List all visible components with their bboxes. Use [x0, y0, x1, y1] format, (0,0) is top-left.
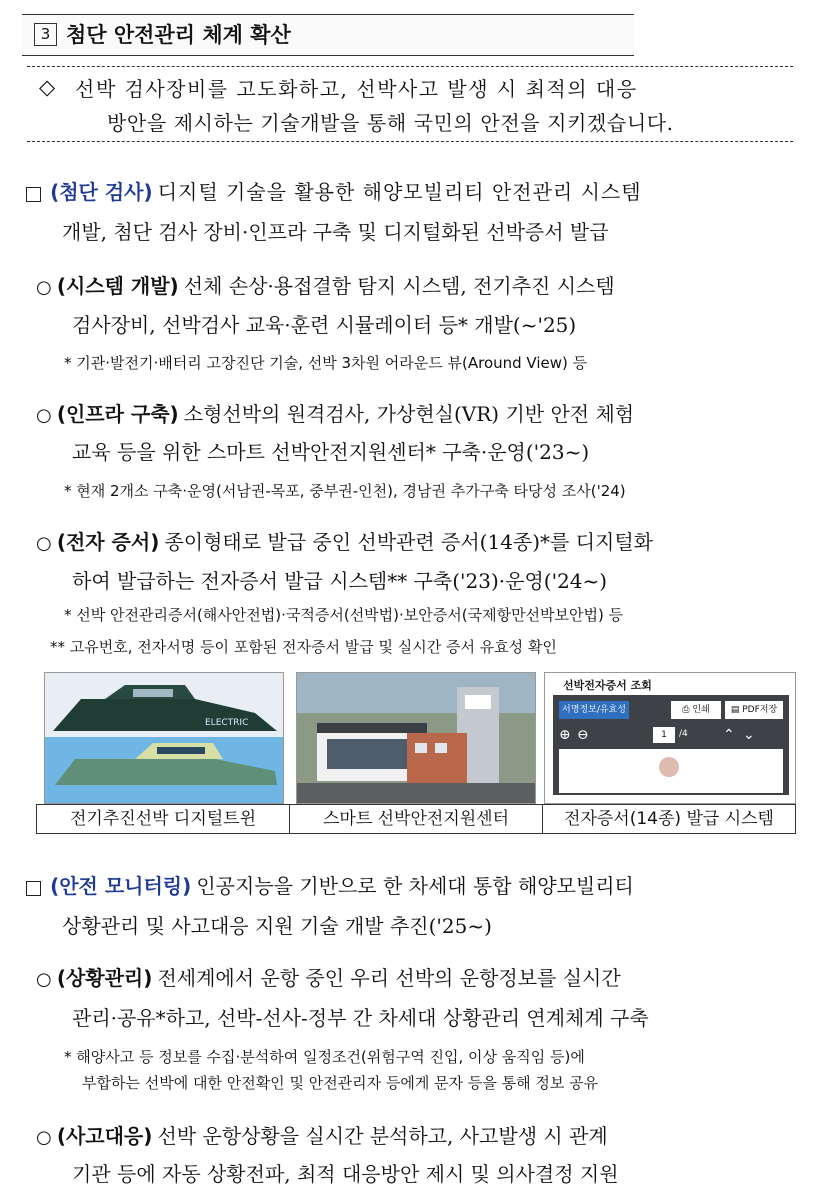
summary-line-1: 선박 검사장비를 고도화하고, 선박사고 발생 시 최적의 대응 — [75, 77, 638, 101]
item-note: * 기관·발전기·배터리 고장진단 기술, 선박 3차원 어라운드 뷰(Around View) 등 — [64, 354, 588, 372]
e-cert-system-image — [544, 672, 796, 804]
square-bullet-icon — [26, 187, 41, 202]
summary-line-2: 방안을 제시하는 기술개발을 통해 국민의 안전을 지키겠습니다. — [107, 111, 674, 135]
block2-line-2: 상황관리 및 사고대응 지원 기술 개발 추진('25~) — [62, 914, 492, 938]
section-number: 3 — [34, 23, 57, 46]
item-head: (시스템 개발) — [56, 274, 179, 298]
item-infra — [36, 398, 634, 427]
zoom-in-icon[interactable]: ⊕ — [559, 727, 571, 743]
tab-signature-validity[interactable]: 서명정보/유효성 — [559, 701, 629, 719]
zoom-out-icon[interactable]: ⊖ — [577, 727, 589, 743]
block1-heading: (첨단 검사) — [50, 180, 153, 204]
block1-heading-row — [26, 176, 642, 205]
item-note: ** 고유번호, 전자서명 등이 포함된 전자증서 발급 및 실시간 증서 유효성 확인 — [50, 638, 557, 656]
item-line-2: 기관 등에 자동 상황전파, 최적 대응방안 제시 및 의사결정 지원 — [72, 1162, 619, 1186]
item-head: (인프라 구축) — [56, 402, 179, 426]
cert-panel-title: 선박전자증서 조회 — [563, 679, 652, 692]
block2-heading-row — [26, 870, 634, 899]
item-note: * 선박 안전관리증서(해사안전법)·국적증서(선박법)·보안증서(국제항만선박보안법) 등 — [64, 606, 624, 624]
pdf-icon: ▤ — [730, 705, 740, 715]
print-button[interactable]: ⎙ 인쇄 — [671, 701, 721, 719]
block1-line-1: 디지털 기술을 활용한 해양모빌리티 안전관리 시스템 — [157, 180, 642, 204]
item-e-cert — [36, 526, 653, 555]
diamond-icon: ◇ — [39, 75, 56, 99]
seal-image — [659, 757, 679, 777]
section-title: 첨단 안전관리 체계 확산 — [66, 23, 291, 47]
item-note: * 해양사고 등 정보를 수집·분석하여 일정조건(위험구역 진입, 이상 움직임 등)에 — [64, 1048, 585, 1066]
cert-document-preview — [559, 749, 783, 793]
safety-center-image — [296, 672, 536, 804]
chevron-down-icon[interactable]: ⌄ — [743, 727, 755, 743]
item-note: 부합하는 선박에 대한 안전확인 및 안전관리자 등에게 문자 등을 통해 정보 공유 — [82, 1074, 599, 1092]
item-head: (전자 증서) — [56, 530, 160, 554]
caption-e-cert-system: 전자증서(14종) 발급 시스템 — [564, 809, 774, 829]
digital-twin-image — [44, 672, 284, 804]
item-line-2: 검사장비, 선박검사 교육·훈련 시뮬레이터 등* 개발(~'25) — [72, 313, 577, 337]
cert-viewer — [553, 695, 789, 795]
page-total: /4 — [679, 729, 688, 739]
figure-captions — [36, 804, 796, 834]
item-line-1: 전세계에서 운항 중인 우리 선박의 운항정보를 실시간 — [157, 966, 621, 990]
item-line-1: 선체 손상·용접결함 탐지 시스템, 전기추진 시스템 — [183, 274, 615, 298]
printer-icon: ⎙ — [682, 705, 690, 715]
item-line-1: 종이형태로 발급 중인 선박관련 증서(14종)*를 디지털화 — [164, 530, 653, 554]
item-line-2: 관리·공유*하고, 선박-선사-정부 간 차세대 상황관리 연계체계 구축 — [72, 1006, 649, 1030]
pdf-save-button[interactable]: ▤ PDF저장 — [725, 701, 783, 719]
circle-bullet-icon: ○ — [36, 533, 52, 554]
block1-line-2: 개발, 첨단 검사 장비·인프라 구축 및 디지털화된 선박증서 발급 — [62, 220, 609, 244]
chevron-up-icon[interactable]: ⌃ — [723, 727, 735, 743]
item-note: * 현재 2개소 구축·운영(서남권-목포, 중부권-인천), 경남권 추가구축 타당성 조사('24) — [64, 482, 626, 500]
boat-label: ELECTRIC — [205, 718, 249, 728]
item-line-1: 선박 운항상황을 실시간 분석하고, 사고발생 시 관계 — [157, 1124, 608, 1148]
caption-digital-twin: 전기추진선박 디지털트윈 — [37, 805, 290, 833]
summary-box — [27, 66, 793, 142]
section-header — [22, 14, 634, 56]
item-line-1: 소형선박의 원격검사, 가상현실(VR) 기반 안전 체험 — [183, 402, 635, 426]
circle-bullet-icon: ○ — [36, 277, 52, 298]
square-bullet-icon — [26, 881, 41, 896]
item-line-2: 하여 발급하는 전자증서 발급 시스템** 구축('23)·운영('24~) — [72, 569, 608, 593]
item-head: (사고대응) — [56, 1124, 153, 1148]
item-situation-mgmt — [36, 962, 621, 991]
caption-safety-center: 스마트 선박안전지원센터 — [290, 805, 543, 833]
item-head: (상황관리) — [56, 966, 153, 990]
circle-bullet-icon: ○ — [36, 405, 52, 426]
page-input[interactable]: 1 — [653, 727, 675, 743]
item-system-dev — [36, 270, 615, 299]
circle-bullet-icon: ○ — [36, 1127, 52, 1148]
item-line-2: 교육 등을 위한 스마트 선박안전지원센터* 구축·운영('23~) — [72, 440, 590, 464]
item-accident-response — [36, 1120, 608, 1149]
block2-line-1: 인공지능을 기반으로 한 차세대 통합 해양모빌리티 — [196, 874, 634, 898]
block2-heading: (안전 모니터링) — [50, 874, 192, 898]
circle-bullet-icon: ○ — [36, 969, 52, 990]
